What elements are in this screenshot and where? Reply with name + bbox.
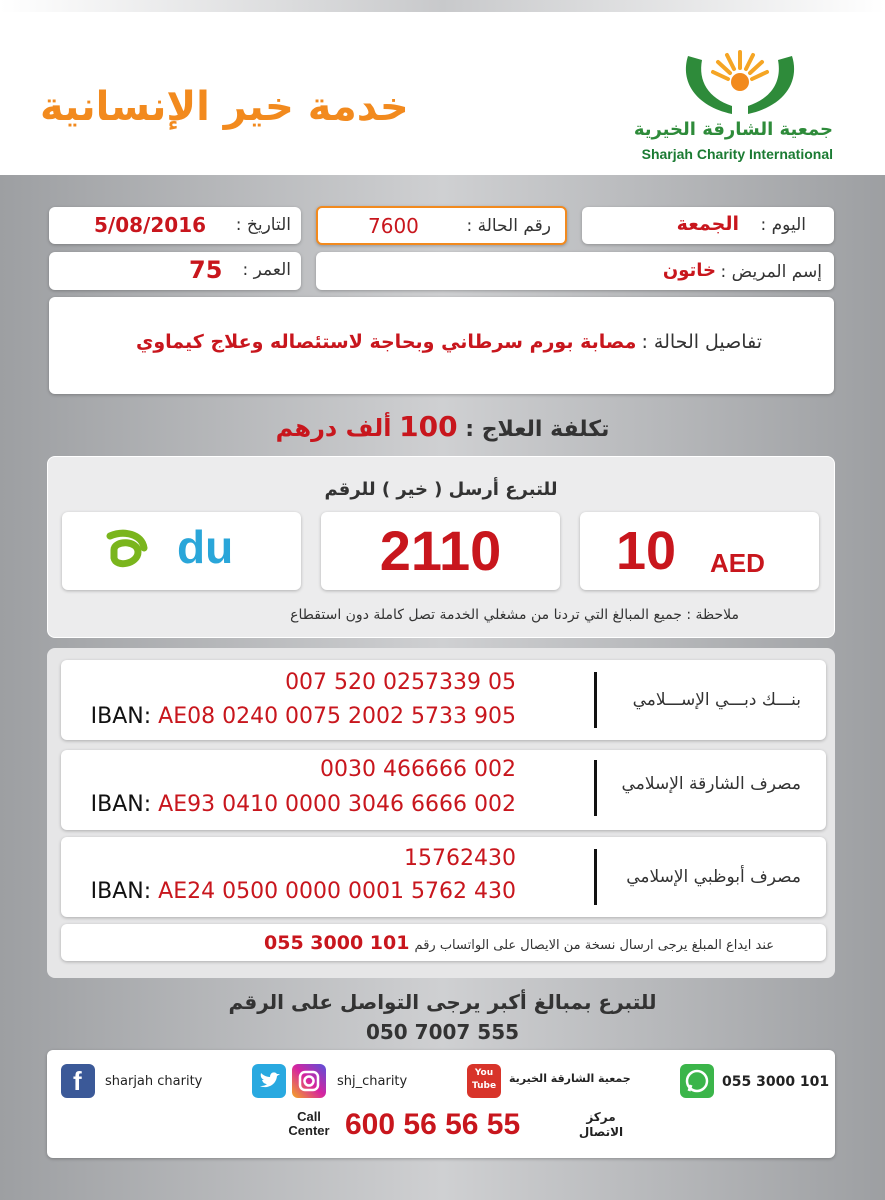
iban-label: IBAN:	[90, 792, 152, 817]
logo-english-text: Sharjah Charity International	[641, 146, 833, 162]
bank-divider	[594, 760, 597, 816]
call-center-number[interactable]: 600 56 56 55	[345, 1108, 521, 1141]
iban-value: AE08 0240 0075 2002 5733 905	[158, 704, 516, 729]
date-box	[49, 207, 301, 244]
youtube-channel-name[interactable]: جمعية الشارقة الخيرية	[509, 1072, 631, 1085]
sms-amount-value: 10	[616, 521, 677, 581]
case-number-value: 7600	[368, 214, 419, 238]
bank-name-dubai-islamic: بنـــك دبـــي الإســـلامي	[632, 690, 801, 710]
treatment-cost-label: تكلفة العلاج :	[465, 417, 610, 442]
day-value: الجمعة	[676, 213, 739, 235]
instagram-handle[interactable]: shj_charity	[337, 1074, 408, 1089]
day-box	[582, 207, 834, 244]
deposit-note-box	[61, 924, 826, 961]
day-label: اليوم :	[760, 215, 806, 235]
bank-row-1	[61, 660, 826, 740]
bank-row-3	[61, 837, 826, 917]
bank-account-number: 007 520 0257339 05	[285, 670, 516, 695]
age-box	[49, 252, 301, 290]
deposit-whatsapp-number: 055 3000 101	[264, 932, 410, 954]
header	[0, 12, 885, 175]
bank-divider	[594, 672, 597, 728]
bank-name-abudhabi-islamic: مصرف أبوظبي الإسلامي	[626, 867, 801, 887]
facebook-icon[interactable]: f	[61, 1064, 95, 1098]
date-value: 5/08/2016	[94, 213, 207, 237]
sms-note: ملاحظة : جميع المبالغ التي تردنا من مشغلي الخدمة تصل كاملة دون استقطاع	[290, 607, 739, 623]
patient-name-box	[316, 252, 834, 290]
iban-label: IBAN:	[90, 704, 152, 729]
contact-footer	[47, 1050, 835, 1158]
treatment-cost-unit: ألف درهم	[275, 414, 392, 442]
youtube-icon-text: You Tube	[471, 1068, 497, 1091]
carriers-box	[62, 512, 301, 590]
age-label: العمر :	[242, 260, 291, 280]
treatment-cost-amount: 100	[399, 410, 458, 443]
whatsapp-number[interactable]: 055 3000 101	[722, 1074, 830, 1090]
case-details-label: تفاصيل الحالة :	[641, 331, 762, 353]
deposit-note-text: عند ايداع المبلغ يرجى ارسال نسخة من الايصال على الواتساب رقم	[414, 938, 774, 953]
large-donation-text: للتبرع بمبالغ أكبر يرجى التواصل على الرقم	[228, 990, 657, 1014]
sms-currency: AED	[710, 548, 765, 578]
sms-shortcode-box	[321, 512, 560, 590]
iban-value: AE24 0500 0000 0001 5762 430	[158, 879, 516, 904]
date-label: التاريخ :	[235, 215, 291, 235]
whatsapp-icon[interactable]	[680, 1064, 714, 1098]
case-number-label: رقم الحالة :	[466, 216, 551, 236]
instagram-icon[interactable]	[292, 1064, 326, 1098]
iban-value: AE93 0410 0000 3046 6666 002	[158, 792, 516, 817]
iban-label: IBAN:	[90, 879, 152, 904]
bank-account-number: 15762430	[404, 846, 516, 871]
page-title: خدمة خير الإنسانية	[40, 84, 409, 130]
bank-divider	[594, 849, 597, 905]
bank-row-2	[61, 750, 826, 830]
logo-arabic-text: جمعية الشارقة الخيرية	[633, 119, 833, 140]
case-details-box	[49, 297, 834, 394]
sms-donation-panel	[47, 456, 835, 638]
du-logo-icon: du	[177, 521, 234, 573]
bank-account-number: 0030 466666 002	[320, 757, 516, 782]
sms-shortcode-value: 2110	[379, 519, 502, 582]
case-details-value: مصابة بورم سرطاني وبحاجة لاستئصاله وعلاج كيماوي	[135, 331, 637, 353]
sms-amount-box	[580, 512, 819, 590]
youtube-icon[interactable]	[467, 1064, 501, 1098]
patient-name-value: خاتون	[662, 260, 716, 281]
treatment-cost	[0, 410, 885, 443]
large-donation-number[interactable]: 050 7007 555	[365, 1020, 520, 1044]
call-center-label-en: Call Center	[288, 1109, 330, 1138]
age-value: 75	[189, 256, 223, 284]
call-center-label-ar: مركز الاتصال	[578, 1110, 624, 1139]
bank-name-sharjah-islamic: مصرف الشارقة الإسلامي	[621, 774, 801, 794]
twitter-icon[interactable]	[252, 1064, 286, 1098]
sms-heading: للتبرع أرسل ( خير ) للرقم	[324, 479, 558, 500]
case-number-box	[316, 206, 567, 245]
patient-name-label: إسم المريض :	[720, 262, 822, 282]
top-decor-bar	[0, 0, 885, 12]
facebook-page[interactable]: sharjah charity	[105, 1074, 203, 1089]
etisalat-logo-icon	[102, 526, 152, 576]
